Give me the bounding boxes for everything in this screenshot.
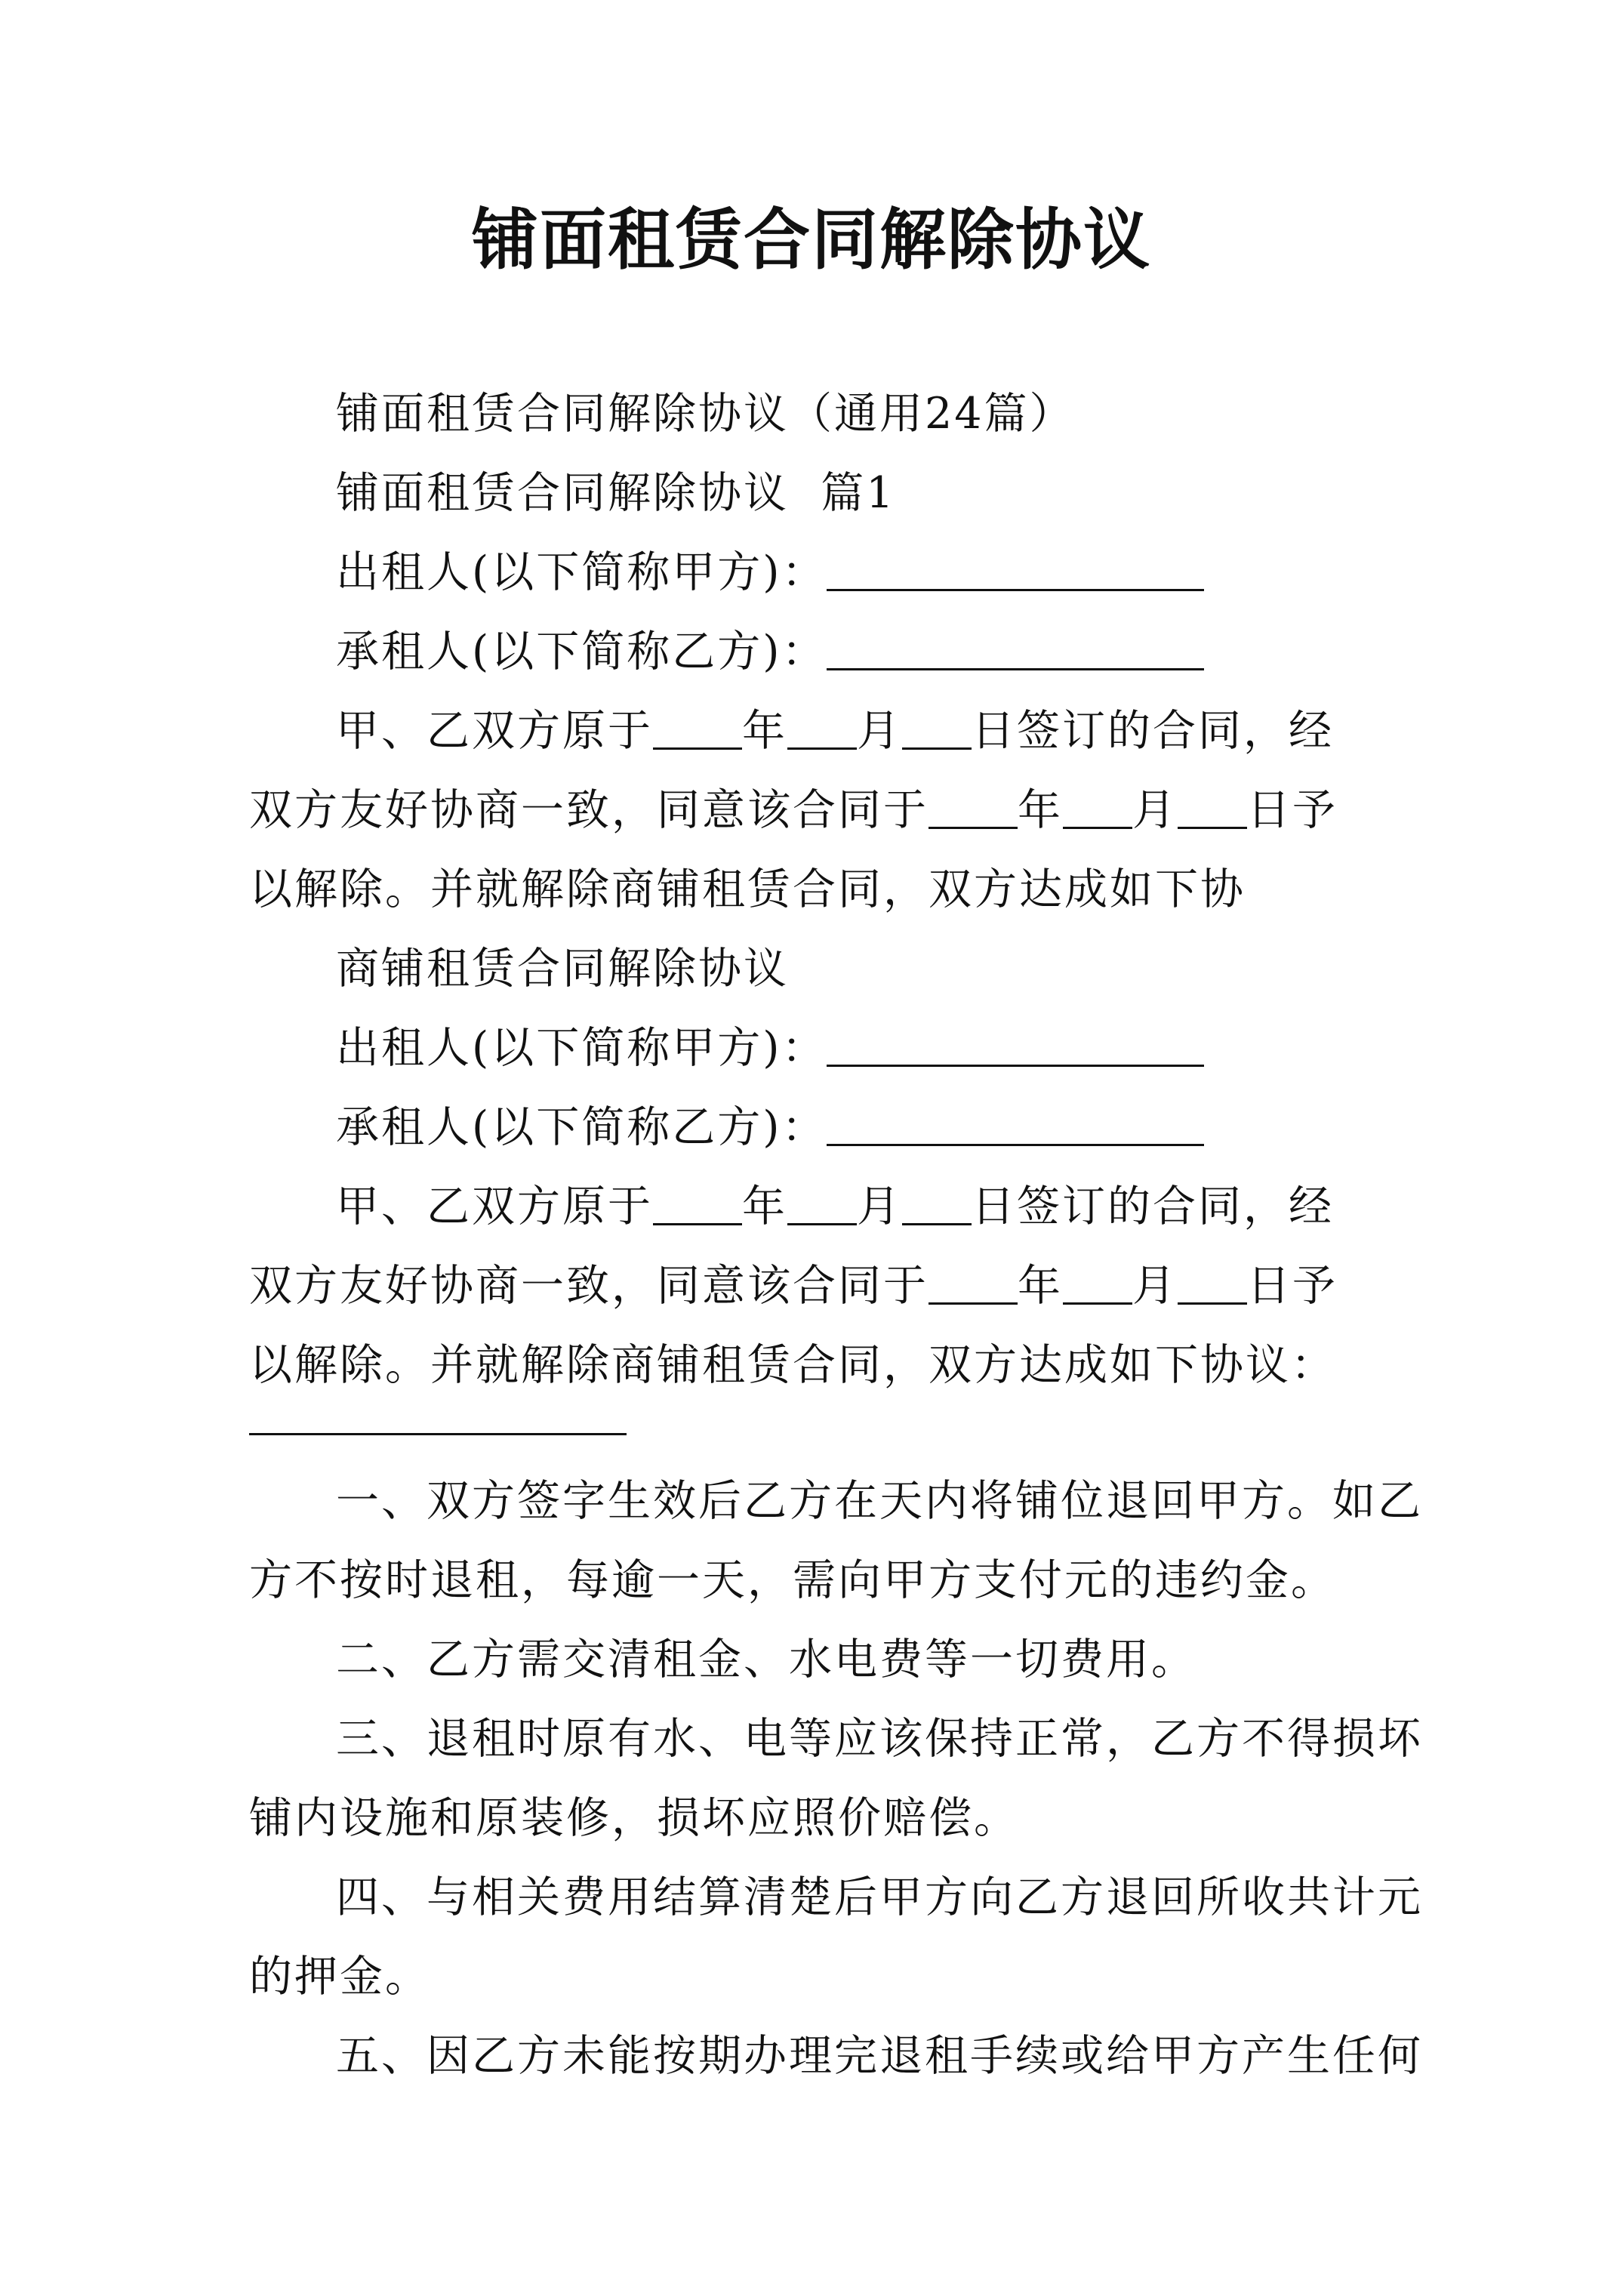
blank-field	[787, 1184, 857, 1225]
blank-field	[1063, 1263, 1132, 1305]
blank-field	[827, 550, 1204, 591]
blank-field	[1178, 1263, 1247, 1305]
section-heading: 铺面租赁合同解除协议 篇1	[336, 468, 896, 518]
blank-field	[827, 629, 1204, 670]
text-run: 甲、乙双方原于	[336, 706, 653, 756]
blank-field	[653, 1184, 742, 1225]
blank-field	[827, 1025, 1204, 1067]
blank-field	[902, 708, 972, 750]
text-run: 日予	[1247, 1261, 1338, 1311]
blank-field	[827, 1105, 1204, 1146]
lessor-label: 出租人(以下简称甲方)：	[336, 1023, 827, 1073]
blank-field	[929, 787, 1018, 829]
clause-2-line-1: 二、乙方需交清租金、水电费等一切费用。	[336, 1635, 1196, 1684]
lessee-label: 承租人(以下简称乙方)：	[336, 627, 827, 676]
paragraph-2-line-3: 以解除。并就解除商铺租赁合同，双方达成如下协议：	[249, 1340, 1336, 1390]
text-run: 日签订的合同，经	[972, 1182, 1334, 1231]
blank-field	[1178, 787, 1247, 829]
clause-3-line-1: 三、退租时原有水、电等应该保持正常，乙方不得损坏	[336, 1714, 1423, 1764]
blank-field	[787, 708, 857, 750]
subtitle: 铺面租赁合同解除协议（通用24篇）	[336, 389, 1075, 439]
document-title: 铺面租赁合同解除协议	[471, 200, 1151, 279]
text-run: 月	[857, 1182, 902, 1231]
paragraph-1-line-1	[336, 701, 1334, 761]
sub-heading: 商铺租赁合同解除协议	[336, 944, 789, 994]
text-run: 甲、乙双方原于	[336, 1182, 653, 1231]
text-run: 双方友好协商一致，同意该合同于	[249, 785, 929, 835]
lessee-line-2	[336, 1097, 1204, 1157]
lessee-label: 承租人(以下简称乙方)：	[336, 1102, 827, 1152]
text-run: 月	[1132, 785, 1178, 835]
blank-field	[653, 708, 742, 750]
paragraph-1-line-3: 以解除。并就解除商铺租赁合同，双方达成如下协	[249, 864, 1246, 914]
blank-field	[929, 1263, 1018, 1305]
paragraph-2-line-2	[249, 1256, 1338, 1316]
text-run: 年	[1018, 785, 1063, 835]
text-run: 月	[857, 706, 902, 756]
clause-1-line-1: 一、双方签字生效后乙方在天内将铺位退回甲方。如乙	[336, 1476, 1423, 1526]
lessor-line-2	[336, 1018, 1204, 1078]
blank-field	[902, 1184, 972, 1225]
clause-4-line-1: 四、与相关费用结算清楚后甲方向乙方退回所收共计元	[336, 1872, 1423, 1922]
text-run: 月	[1132, 1261, 1178, 1311]
paragraph-1-line-2	[249, 780, 1338, 840]
clause-4-line-2: 的押金。	[249, 1952, 430, 2002]
text-run: 双方友好协商一致，同意该合同于	[249, 1261, 929, 1311]
clause-5-line-1: 五、因乙方未能按期办理完退租手续或给甲方产生任何	[336, 2031, 1423, 2081]
signature-blank-rule	[249, 1433, 627, 1435]
text-run: 年	[742, 1182, 787, 1231]
text-run: 年	[1018, 1261, 1063, 1311]
lessee-line-1	[336, 621, 1204, 682]
clause-1-line-2: 方不按时退租，每逾一天，需向甲方支付元的违约金。	[249, 1555, 1336, 1605]
blank-field	[1063, 787, 1132, 829]
lessor-line-1	[336, 542, 1204, 603]
clause-3-line-2: 铺内设施和原装修，损坏应照价赔偿。	[249, 1793, 1019, 1843]
text-run: 年	[742, 706, 787, 756]
text-run: 日签订的合同，经	[972, 706, 1334, 756]
paragraph-2-line-1	[336, 1176, 1334, 1237]
text-run: 日予	[1247, 785, 1338, 835]
lessor-label: 出租人(以下简称甲方)：	[336, 547, 827, 597]
